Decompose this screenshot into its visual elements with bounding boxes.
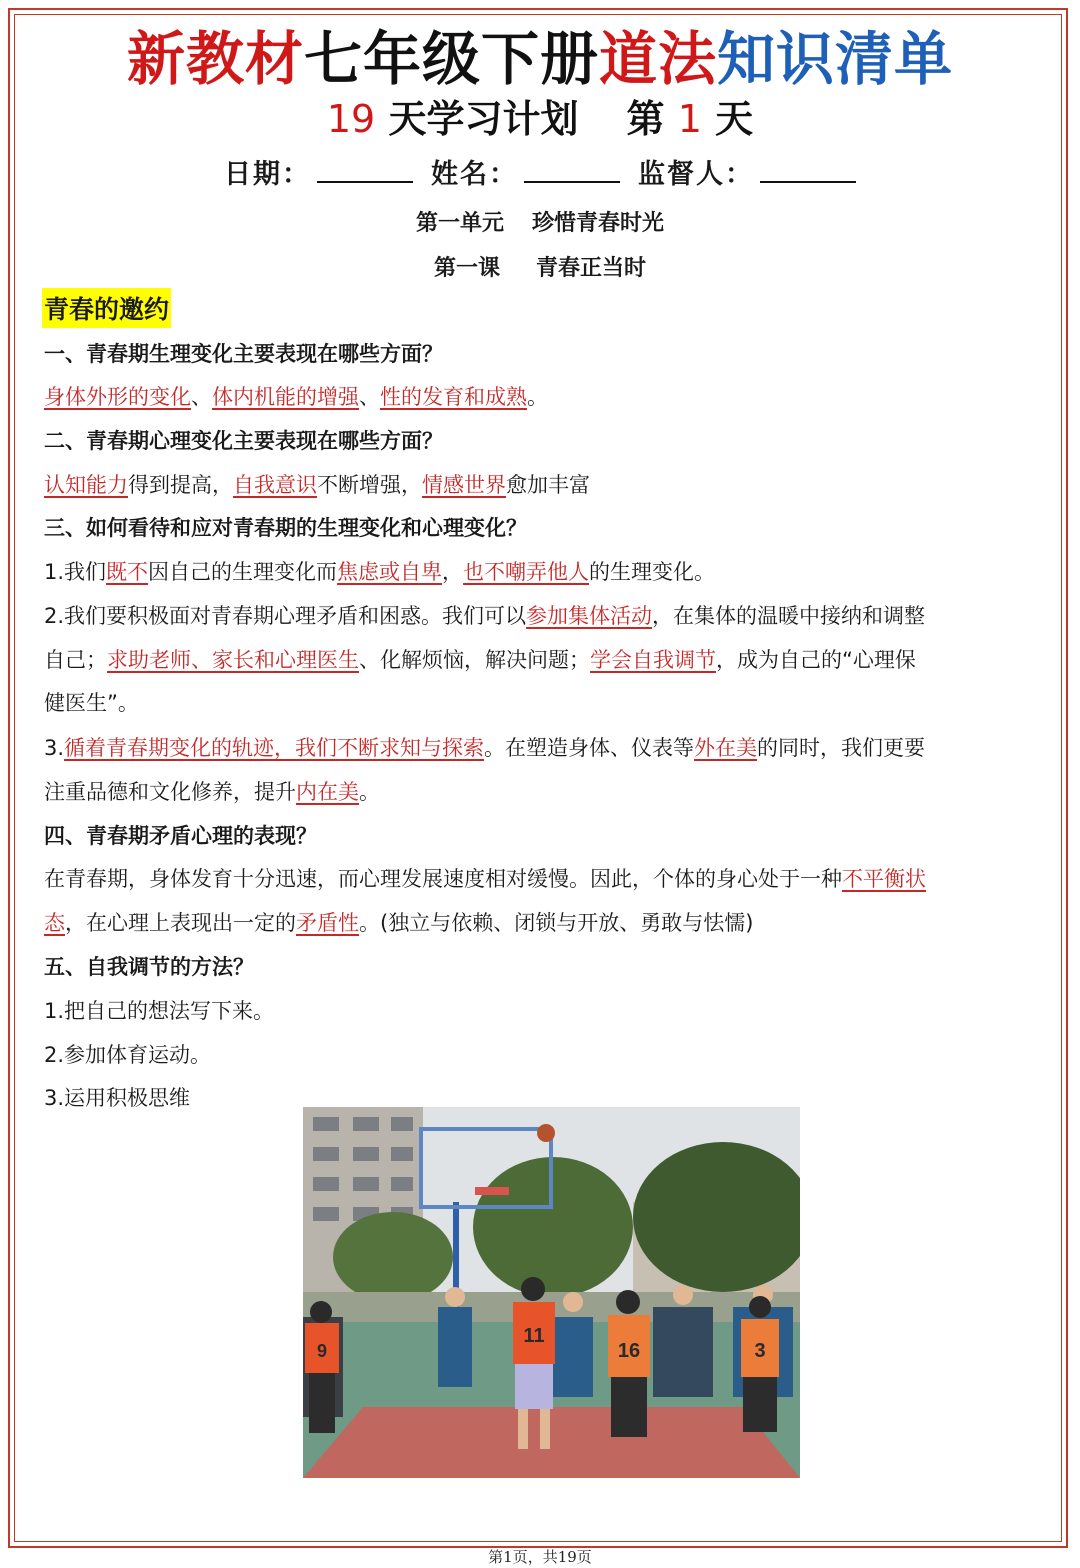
basketball-photo <box>303 1107 800 1478</box>
title-part-2: 七年级下册 <box>303 25 599 93</box>
rim <box>475 1187 509 1195</box>
unit-title <box>0 206 1080 237</box>
answer-1: 身体外形的变化、体内机能的增强、性的发育和成熟。 <box>44 385 548 409</box>
supervisor-label: 监督人： <box>638 159 754 190</box>
method-item-1: 1.把自己的想法写下来。 <box>44 999 275 1023</box>
answer-2: 认知能力得到提高，自我意识不断增强，情感世界愈加丰富 <box>44 473 590 497</box>
day-number: 1 <box>677 97 702 141</box>
answer-blank: 情感世界 <box>422 473 506 497</box>
answer-blank: 身体外形的变化 <box>44 385 191 409</box>
answer-blank: 内在美 <box>296 780 359 804</box>
answer-3-point-2-line-1: 2.我们要积极面对青春期心理矛盾和困惑。我们可以参加集体活动，在集体的温暖中接纳和调整 <box>44 604 926 628</box>
title-part-4: 知识清单 <box>717 25 954 93</box>
answer-blank: 也不嘲弄他人 <box>463 560 590 584</box>
title-part-3: 道法 <box>599 25 718 93</box>
title-part-1: 新教材 <box>126 25 304 93</box>
answer-3-point-1: 1.我们既不因自己的生理变化而焦虑或自卑，也不嘲弄他人的生理变化。 <box>44 560 716 584</box>
answer-blank: 认知能力 <box>44 473 128 497</box>
answer-blank: 参加集体活动 <box>526 604 653 628</box>
jersey-number: 3 <box>754 1340 766 1362</box>
answer-blank: 矛盾性 <box>296 911 359 935</box>
unit-label: 第一单元 <box>415 211 504 236</box>
jersey-number: 16 <box>617 1340 641 1362</box>
court-key <box>303 1407 800 1478</box>
date-label: 日期： <box>224 159 311 190</box>
lesson-label: 第一课 <box>433 256 500 281</box>
answer-4-line-1: 在青春期，身体发育十分迅速，而心理发展速度相对缓慢。因此，个体的身心处于一种不平衡状 <box>44 867 926 891</box>
section-heading: 青春的邀约 <box>42 288 171 328</box>
answer-3-point-3-line-1: 3.循着青春期变化的轨迹，我们不断求知与探索。在塑造身体、仪表等外在美的同时，我们更要 <box>44 736 926 760</box>
day-suffix: 天 <box>715 96 754 141</box>
answer-blank: 态 <box>44 911 65 935</box>
answer-blank: 求助老师、家长和心理医生 <box>107 648 359 672</box>
meta-fields <box>0 152 1080 191</box>
question-4: 四、青春期矛盾心理的表现？ <box>44 824 317 848</box>
plan-label: 天学习计划 <box>388 96 579 141</box>
plan-days: 19 <box>326 97 376 141</box>
unit-name: 珍惜青春时光 <box>532 211 665 236</box>
answer-3-point-3-line-2: 注重品德和文化修养，提升内在美。 <box>44 780 380 804</box>
answer-4-line-2: 态，在心理上表现出一定的矛盾性。(独立与依赖、闭锁与开放、勇敢与怯懦) <box>44 911 754 935</box>
question-3: 三、如何看待和应对青春期的生理变化和心理变化？ <box>44 516 527 540</box>
basketball <box>537 1124 555 1142</box>
page-title <box>0 12 1080 96</box>
question-5: 五、自我调节的方法？ <box>44 955 254 979</box>
tree <box>333 1212 453 1302</box>
lesson-title <box>0 251 1080 282</box>
method-item-3: 3.运用积极思维 <box>44 1086 191 1110</box>
answer-blank: 体内机能的增强 <box>212 385 359 409</box>
page-footer: 第1页，共19页 <box>488 1548 592 1566</box>
page-subtitle <box>0 88 1080 143</box>
answer-blank: 不平衡状 <box>842 867 926 891</box>
method-item-2: 2.参加体育运动。 <box>44 1043 212 1067</box>
answer-blank: 循着青春期变化的轨迹，我们不断求知与探索 <box>64 736 485 760</box>
question-1: 一、青春期生理变化主要表现在哪些方面？ <box>44 342 443 366</box>
answer-3-point-2-line-2: 自己；求助老师、家长和心理医生、化解烦恼，解决问题；学会自我调节，成为自己的“心理保 <box>44 648 916 672</box>
lesson-name: 青春正当时 <box>536 256 647 281</box>
answer-blank: 焦虑或自卑 <box>337 560 443 584</box>
jersey-number: 11 <box>523 1325 545 1347</box>
question-2: 二、青春期心理变化主要表现在哪些方面？ <box>44 429 443 453</box>
name-blank[interactable] <box>524 155 620 183</box>
answer-blank: 外在美 <box>694 736 758 760</box>
answer-blank: 学会自我调节 <box>590 648 716 672</box>
answer-blank: 自我意识 <box>233 473 317 497</box>
jersey-number: 9 <box>316 1341 328 1361</box>
answer-3-point-2-line-3: 健医生”。 <box>44 691 139 715</box>
supervisor-blank[interactable] <box>760 155 856 183</box>
name-label: 姓名： <box>431 159 518 190</box>
day-prefix: 第 <box>626 96 665 141</box>
date-blank[interactable] <box>317 155 413 183</box>
answer-blank: 性的发育和成熟 <box>380 385 527 409</box>
basketball-scene <box>303 1107 800 1478</box>
answer-blank: 既不 <box>106 560 149 584</box>
